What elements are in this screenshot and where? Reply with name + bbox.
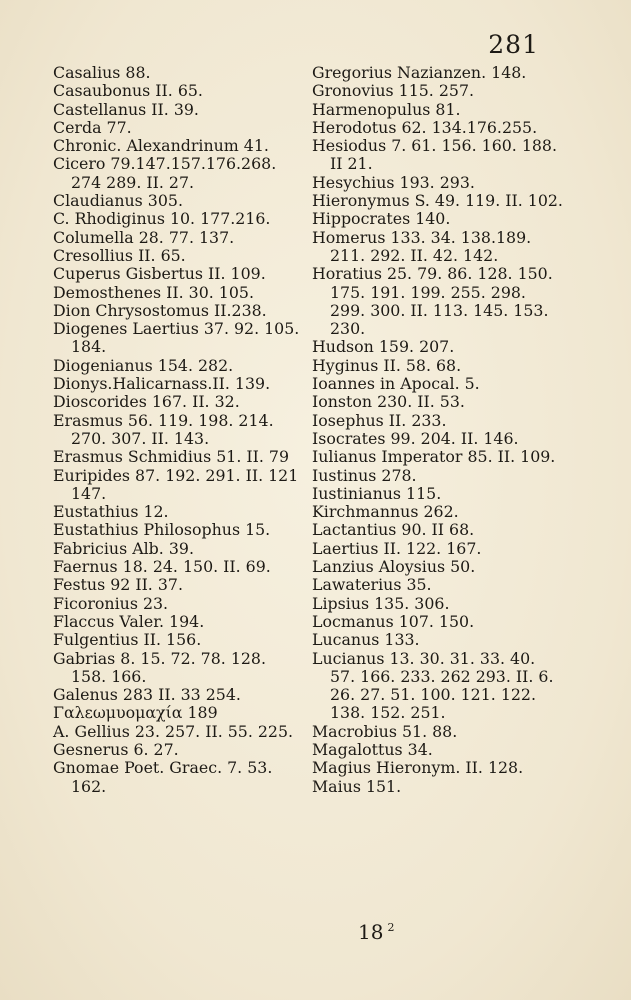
- index-entry: Isocrates 99. 204. II. 146.: [312, 428, 519, 448]
- index-entry: Gabrias 8. 15. 72. 78. 128. 158. 166.: [53, 648, 272, 686]
- index-entry: Erasmus Schmidius 51. II. 79: [53, 447, 289, 467]
- index-entry: Hesiodus 7. 61. 156. 160. 188. II 21.: [312, 136, 563, 174]
- index-entry: Harmenopulus 81.: [312, 99, 461, 119]
- index-entry: Ioannes in Apocal. 5.: [312, 374, 480, 394]
- index-entry: Macrobius 51. 88.: [312, 721, 458, 741]
- index-entry: Kirchmannus 262.: [312, 502, 459, 522]
- index-entry: Dion Chrysostomus II.238.: [53, 300, 267, 320]
- index-entry: Iustinianus 115.: [312, 483, 442, 503]
- index-entry: Gesnerus 6. 27.: [53, 739, 179, 759]
- index-entry: Flaccus Valer. 194.: [53, 611, 205, 631]
- index-entry: Iustinus 278.: [312, 465, 417, 485]
- index-entry: Lucianus 13. 30. 31. 33. 40. 57. 166. 233. 262 293. II. 6. 26. 27. 51. 100. 121. 122. 138. 152. 251.: [312, 648, 559, 723]
- index-entry: Ficoronius 23.: [53, 593, 169, 613]
- index-entry: Casaubonus II. 65.: [53, 81, 203, 101]
- signature-mark: [358, 920, 394, 944]
- index-entry: Locmanus 107. 150.: [312, 611, 475, 631]
- index-entry: Chronic. Alexandrinum 41.: [53, 136, 269, 156]
- index-entry: Diogenes Laertius 37. 92. 105. 184.: [53, 319, 305, 357]
- index-entry: Eustathius Philosophus 15.: [53, 520, 271, 540]
- index-entry: Columella 28. 77. 137.: [53, 227, 235, 247]
- index-entry: Erasmus 56. 119. 198. 214. 270. 307. II. 143.: [53, 410, 279, 448]
- index-entry: Fabricius Alb. 39.: [53, 538, 194, 558]
- index-entry: Dioscorides 167. II. 32.: [53, 392, 240, 412]
- index-entry: Gnomae Poet. Graec. 7. 53. 162.: [53, 758, 278, 796]
- index-entry: Faernus 18. 24. 150. II. 69.: [53, 557, 271, 577]
- page-number: 281: [488, 30, 539, 59]
- index-entry: Hesychius 193. 293.: [312, 172, 475, 192]
- index-entry: Casalius 88.: [53, 63, 151, 82]
- index-entry: Magalottus 34.: [312, 739, 433, 759]
- index-entry: Fulgentius II. 156.: [53, 630, 202, 650]
- index-entry: Ionston 230. II. 53.: [312, 392, 465, 412]
- index-entry: Herodotus 62. 134.176.255.: [312, 117, 538, 137]
- index-entry: Gronovius 115. 257.: [312, 81, 475, 101]
- index-entry: Hippocrates 140.: [312, 209, 451, 229]
- index-entry: Γαλεωμυομαχία 189: [53, 703, 218, 723]
- index-entry: Magius Hieronym. II. 128.: [312, 758, 524, 778]
- index-column-left: [53, 64, 305, 796]
- index-entry: Lawaterius 35.: [312, 575, 432, 595]
- index-entry: Cicero 79.147.157.176.268. 274 289. II. 27.: [53, 154, 282, 192]
- index-entry: A. Gellius 23. 257. II. 55. 225.: [53, 721, 294, 741]
- index-entry: Gregorius Nazianzen. 148.: [312, 63, 527, 82]
- index-entry: Lipsius 135. 306.: [312, 593, 450, 613]
- index-entry: Claudianus 305.: [53, 191, 183, 211]
- index-entry: C. Rhodiginus 10. 177.216.: [53, 209, 271, 229]
- index-entry: Laertius II. 122. 167.: [312, 538, 482, 558]
- index-entry: Cresollius II. 65.: [53, 245, 186, 265]
- index-entry: Cerda 77.: [53, 117, 132, 137]
- signature-number: 18: [358, 920, 384, 944]
- index-entry: Hieronymus S. 49. 119. II. 102.: [312, 191, 563, 211]
- index-entry: Iulianus Imperator 85. II. 109.: [312, 447, 556, 467]
- index-entry: Maius 151.: [312, 776, 402, 796]
- index-entry: Festus 92 II. 37.: [53, 575, 183, 595]
- signature-sup: 2: [387, 921, 395, 935]
- index-entry: Iosephus II. 233.: [312, 410, 447, 430]
- index-entry: Lactantius 90. II 68.: [312, 520, 475, 540]
- index-entry: Eustathius 12.: [53, 502, 169, 522]
- index-entry: Lucanus 133.: [312, 630, 420, 650]
- index-entry: Horatius 25. 79. 86. 128. 150. 175. 191. 199. 255. 298. 299. 300. II. 113. 145. 153. 230.: [312, 264, 558, 339]
- index-entry: Hyginus II. 58. 68.: [312, 355, 462, 375]
- index-entry: Diogenianus 154. 282.: [53, 355, 234, 375]
- index-entry: Homerus 133. 34. 138.189. 211. 292. II. 42. 142.: [312, 227, 537, 265]
- index-entry: Euripides 87. 192. 291. II. 121 147.: [53, 465, 304, 503]
- index-entry: Hudson 159. 207.: [312, 337, 455, 357]
- index-entry: Dionys.Halicarnass.II. 139.: [53, 374, 271, 394]
- index-entry: Cuperus Gisbertus II. 109.: [53, 264, 266, 284]
- index-entry: Demosthenes II. 30. 105.: [53, 282, 254, 302]
- index-entry: Galenus 283 II. 33 254.: [53, 685, 241, 705]
- index-column-right: [312, 64, 564, 796]
- index-entry: Castellanus II. 39.: [53, 99, 199, 119]
- index-entry: Lanzius Aloysius 50.: [312, 557, 476, 577]
